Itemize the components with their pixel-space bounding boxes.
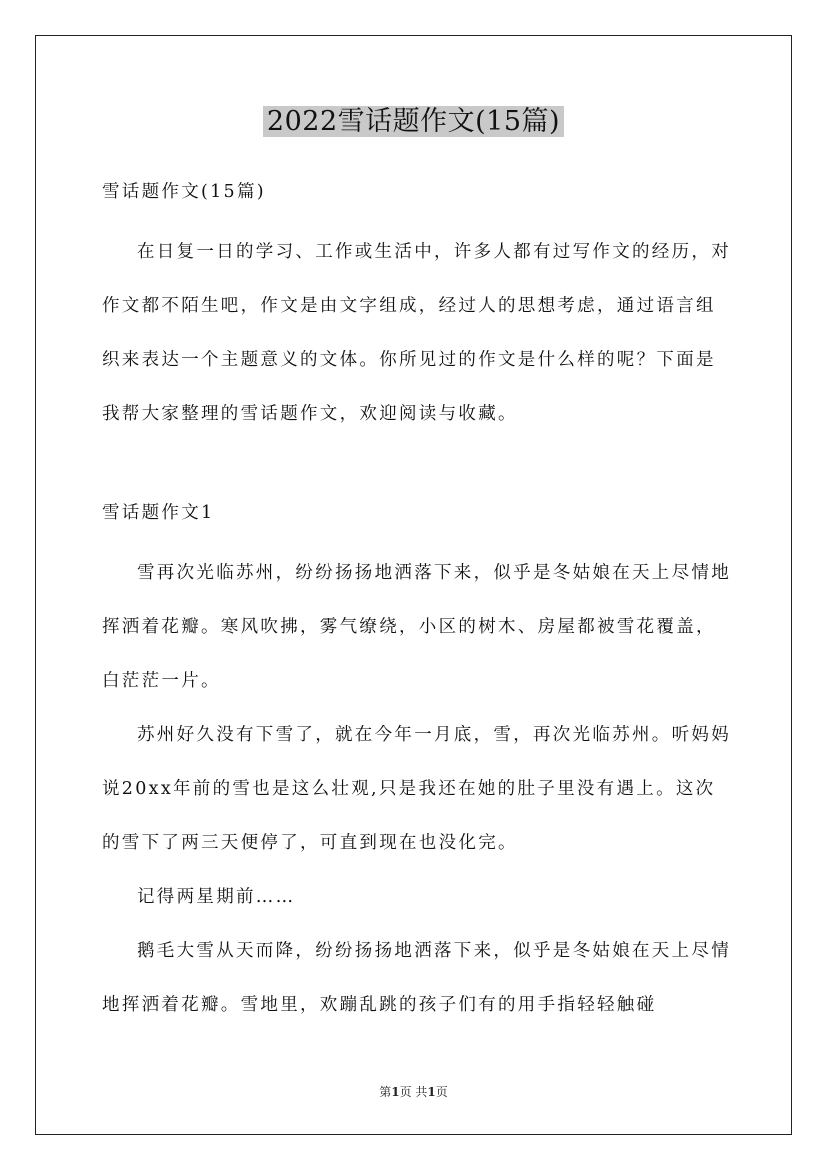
page-footer bbox=[0, 1083, 827, 1101]
page-label-mid: 页 共 bbox=[399, 1085, 428, 1099]
essay-paragraph: 鹅毛大雪从天而降，纷纷扬扬地洒落下来，似乎是冬姑娘在天上尽情地挥洒着花瓣。雪地里，欢蹦乱跳的孩子们有的用手指轻轻触碰 bbox=[102, 941, 731, 1015]
essay-paragraph: 苏州好久没有下雪了，就在今年一月底，雪，再次光临苏州。听妈妈说20xx年前的雪也是这么壮观,只是我还在她的肚子里没有遇上。这次的雪下了两三天便停了，可直到现在也没化完。 bbox=[102, 725, 731, 853]
document-title bbox=[0, 102, 827, 142]
document-title-text: 2022雪话题作文(15篇) bbox=[263, 106, 564, 137]
page-total: 1 bbox=[427, 1085, 436, 1099]
page-number: 1 bbox=[391, 1085, 400, 1099]
page-label-suffix: 页 bbox=[435, 1085, 448, 1099]
intro-heading: 雪话题作文(15篇) bbox=[102, 182, 266, 202]
section-gap bbox=[102, 441, 732, 495]
essay-heading: 雪话题作文1 bbox=[102, 503, 215, 523]
essay-paragraph: 记得两星期前…… bbox=[137, 887, 296, 907]
intro-paragraph: 在日复一日的学习、工作或生活中，许多人都有过写作文的经历，对作文都不陌生吧，作文是由文字组成，经过人的思想考虑，通过语言组织来表达一个主题意义的文体。你所见过的作文是什么样的呢？下面是我帮大家整理的雪话题作文，欢迎阅读与收藏。 bbox=[102, 242, 731, 424]
essay-paragraph: 雪再次光临苏州，纷纷扬扬地洒落下来，似乎是冬姑娘在天上尽情地挥洒着花瓣。寒风吹拂，雾气缭绕，小区的树木、房屋都被雪花覆盖，白茫茫一片。 bbox=[102, 563, 731, 691]
document-body bbox=[102, 174, 732, 1032]
page-label-prefix: 第 bbox=[379, 1085, 392, 1099]
